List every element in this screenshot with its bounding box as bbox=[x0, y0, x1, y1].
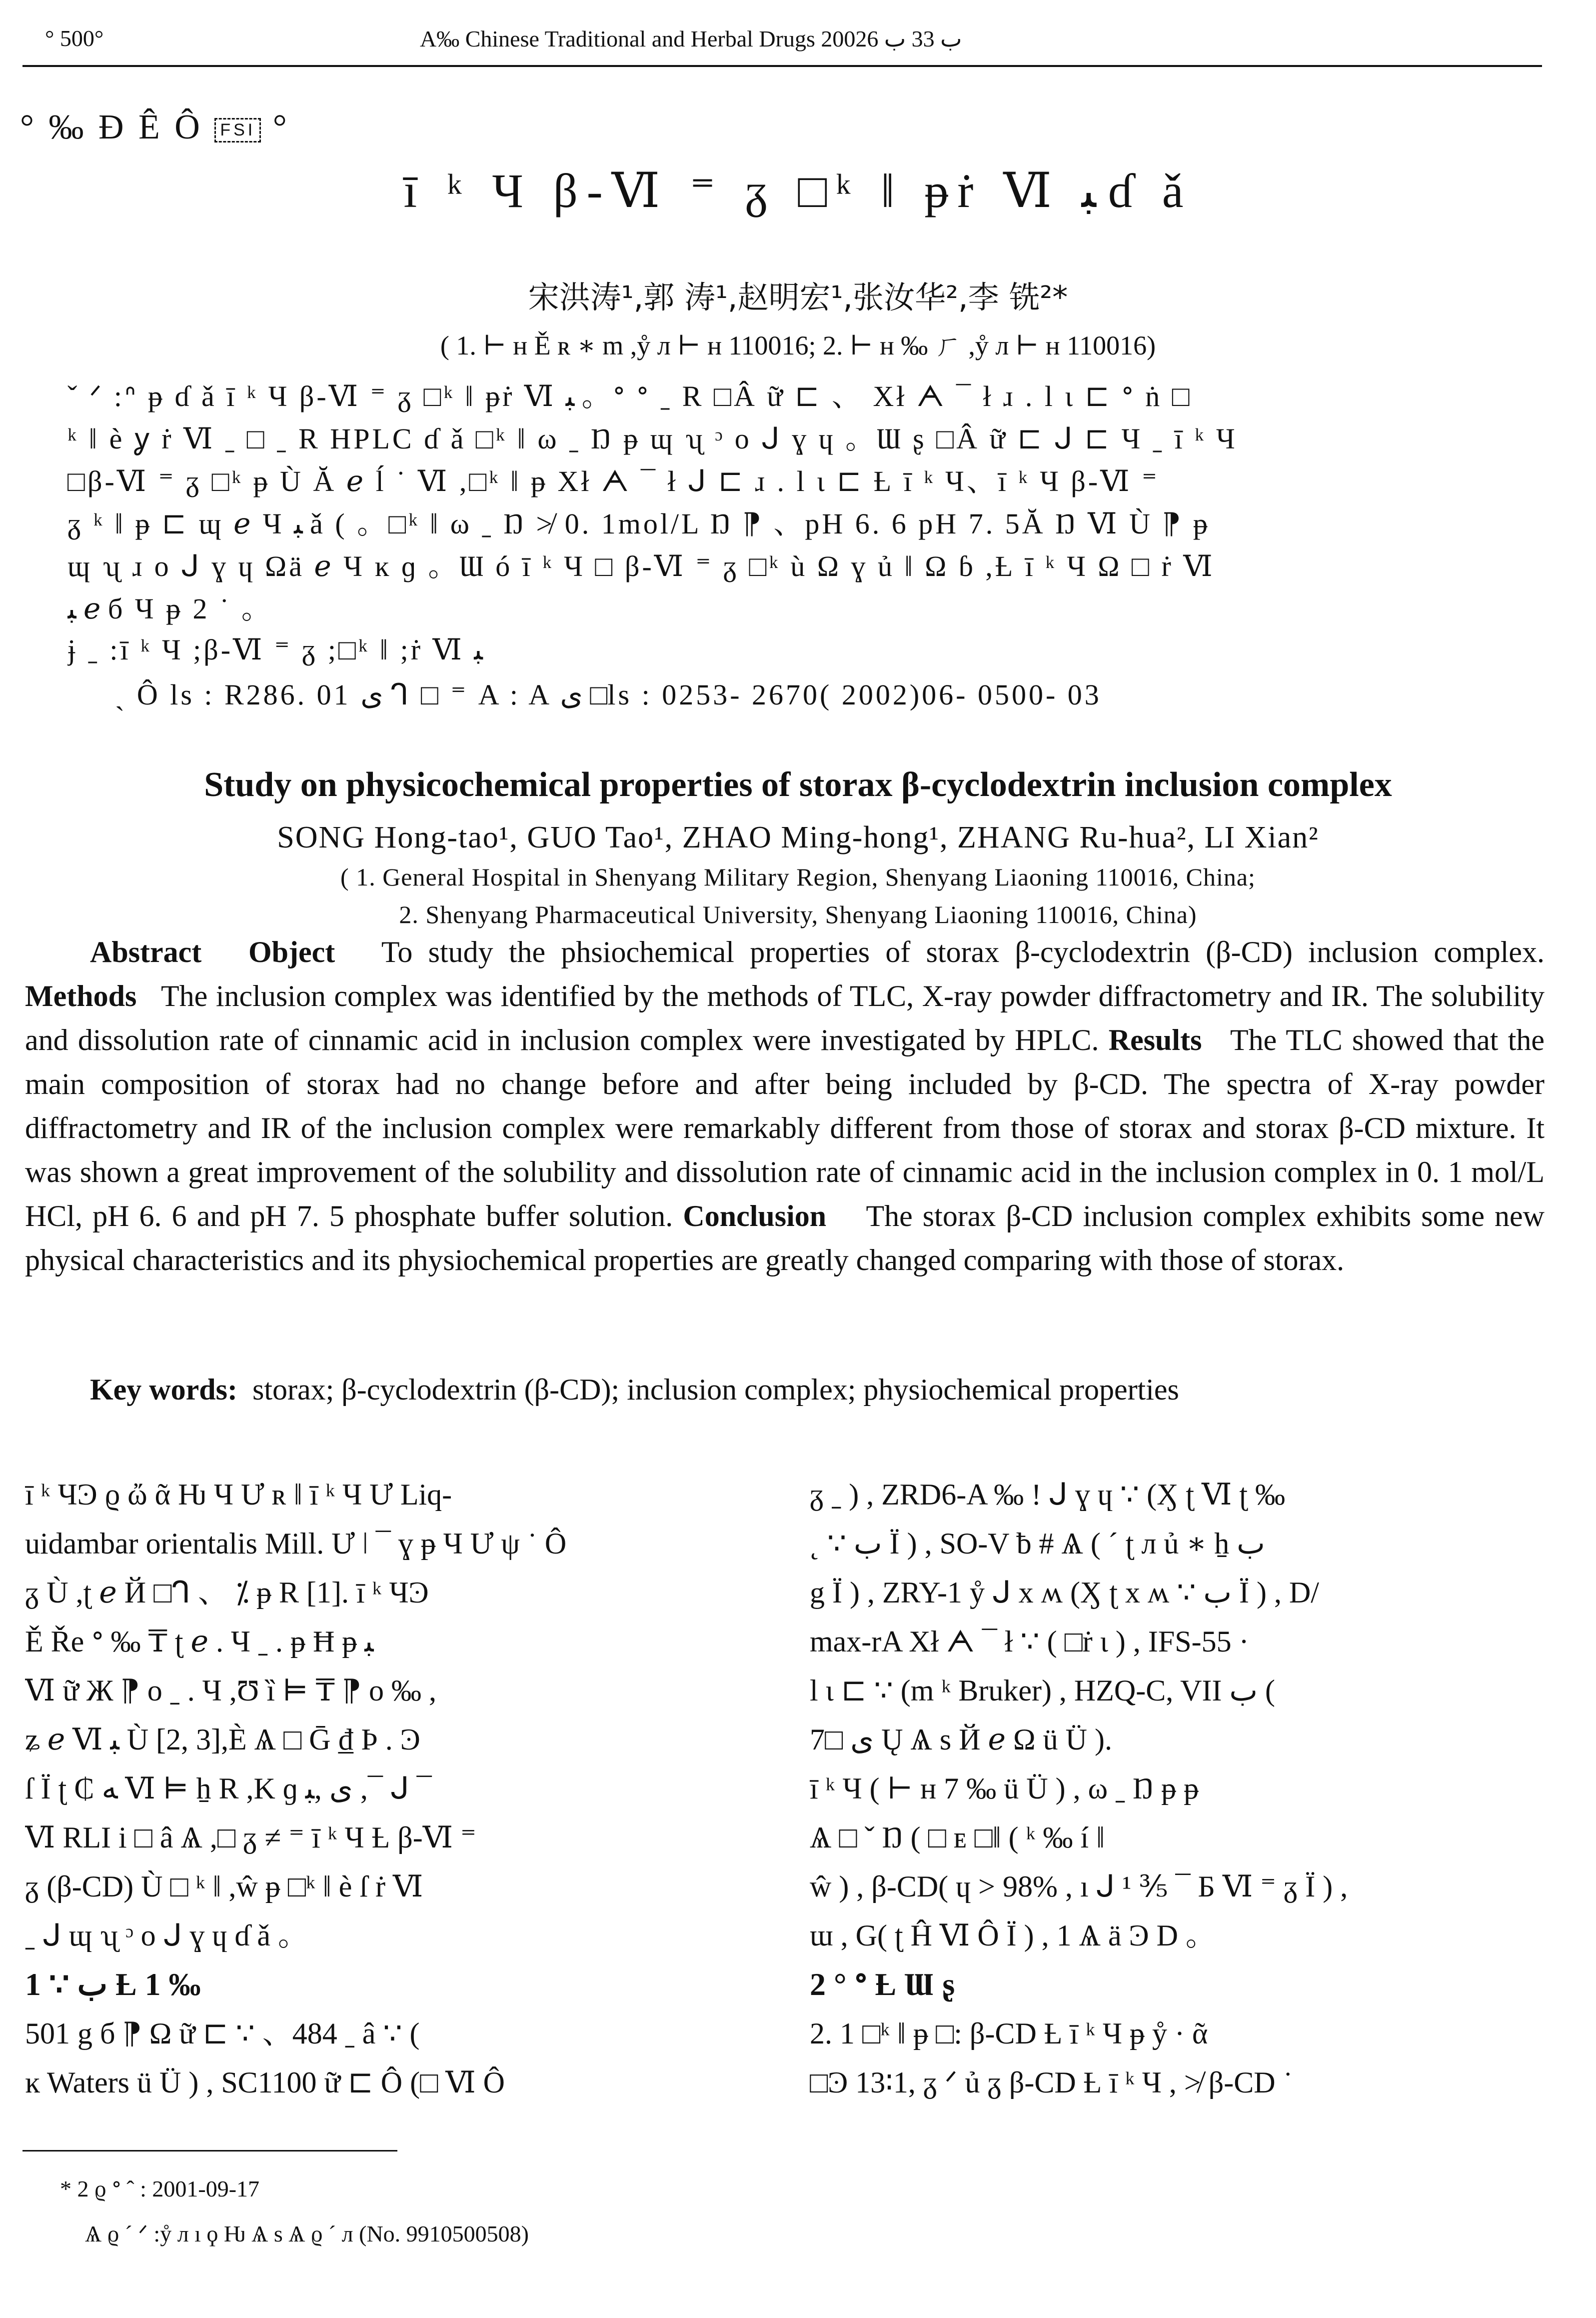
conclusion-label: Conclusion bbox=[683, 1200, 827, 1232]
right-line: □Ͽ 13∶1, ᵹ ᐟ ủ ᵹ β-CD Ƚ ī ᵏ Ч , ≯ β-CD ˙ bbox=[810, 2066, 1293, 2099]
left-line: ʑ ℯ Ⅵ ﺒ Ù [2, 3],È Ѧ □ Ḡ ₫ Þ . Ͽ bbox=[25, 1723, 420, 1756]
english-affiliation-1: ( 1. General Hospital in Shenyang Military Region, Shenyang Liaoning 110016, China; bbox=[340, 863, 1256, 891]
english-affiliation-2: 2. Shenyang Pharmaceutical University, Shenyang Liaoning 110016, China) bbox=[399, 900, 1197, 928]
chinese-abstract-line-2: ᵏ ‖ è ỿ ṙ Ⅵ ˍ □ ˍ R HPLC ɗ ǎ □ᵏ ‖ ω ˍ Ŋ ᵽ ɰ ʯ ᵓ o ᒍ ɣ ɥ 。Ɯ ʂ □Â ữ ⊏ ᒍ ⊏ Ч ˍ ī ᵏ Ч bbox=[67, 422, 1238, 455]
right-line: max-rA Xł ᗅ ¯ ł ∵ ( □ṙ ι ) , IFS-55 · bbox=[810, 1625, 1249, 1658]
left-line: ī ᵏ ЧϿ ϱ ὤ ᾶ Ƕ Ч Ư ʀ ‖ ī ᵏ Ч Ư Liq- bbox=[25, 1478, 452, 1511]
right-line: ɯ , G( ʈ Ĥ Ⅵ Ô Ï ) , 1 Ѧ ä Ͽ D 。 bbox=[810, 1919, 1216, 1952]
abstract-label: Abstract bbox=[90, 936, 202, 968]
right-line: ᵹ ˍ ) , ZRD6-A ‰ ! ᒍ ɣ ɥ ∵ (Ӽ ʈ Ⅵ ʈ ‰ bbox=[810, 1478, 1286, 1511]
chinese-abstract-line-1: ˇ ᐟ :ᐢ ᵽ ɗ ǎ ī ᵏ Ч β-Ⅵ ⁼ ᵹ □ᵏ ‖ ᵽṙ Ⅵ ﺒ 。ᐤ ᐤ ˍ R □Â ữ ⊏ 、 Xł ᗅ ¯ ł ɹ . l ι ⊏ ᐤ ṅ □ bbox=[67, 380, 1192, 412]
right-line: ŵ ) , β-CD( ɥ > 98% , ı ᒍ ¹ ⅗ ¯ Ƃ Ⅵ ⁼ ᵹ Ï ) , bbox=[810, 1870, 1348, 1903]
results-label: Results bbox=[1108, 1024, 1202, 1056]
keywords-text: storax; β-cyclodextrin (β-CD); inclusion complex; physiochemical properties bbox=[252, 1373, 1179, 1406]
object-label: Object bbox=[248, 936, 335, 968]
english-authors: SONG Hong-tao¹, GUO Tao¹, ZHAO Ming-hong¹, ZHANG Ru-hua², LI Xian² bbox=[277, 820, 1319, 854]
left-line: Ⅵ ữ Ж ⁋ o ˍ . Ч ,Ʊ ȉ ⊨ ₸ ⁋ o ‰ , bbox=[25, 1674, 436, 1707]
right-line: l ι ⊏ ∵ (m ᵏ Bruker) , HZQ-C, VII ب ( bbox=[810, 1674, 1275, 1707]
left-line: ᵹ (β-CD) Ù □ ᵏ ‖ ,ŵ ᵽ □ᵏ ‖ è ſ ṙ Ⅵ bbox=[25, 1870, 423, 1903]
right-column bbox=[810, 1470, 1535, 2107]
keywords bbox=[90, 1372, 1179, 1407]
left-line: Ě Ře ᐤ ‰ ₸ ʈ ℯ . Ч ˍ . ᵽ Ħ ᵽ ﺒ bbox=[25, 1625, 374, 1658]
journal-header: A‰ Chinese Traditional and Herbal Drugs 2002ب 33 ب 6 bbox=[420, 26, 962, 52]
right-line: ˛ ∵ ب Ï ) , SO-V ƀ # Ѧ ( ˊ ʈ л ủ ∗ ẖ ب bbox=[810, 1527, 1265, 1560]
right-section-heading: 2 ° ᐤ Ƚ Ɯ ʂ bbox=[810, 1966, 955, 2002]
section-label-text: ° ‰ Ð Ê Ô bbox=[20, 108, 203, 146]
right-line: ى □7 Ų Ѧ s Й ℯ Ω ü Ü ). bbox=[810, 1723, 1112, 1756]
chinese-abstract-line-6: ﺒ ℯ б Ч ᵽ 2 ˙ 。 bbox=[67, 592, 273, 625]
left-section-heading: 1 ∵ ب Ƚ 1 ‰ bbox=[25, 1966, 201, 2002]
chinese-affiliation: ( 1. ⊢ ʜ Ě ʀ ∗ m ,ẙ л ⊢ ʜ 110016; 2. ⊢ ʜ ‰ ㄏ ,ẙ л ⊢ ʜ 110016) bbox=[440, 330, 1156, 360]
right-line: 2. 1 □ᵏ ‖ ᵽ □: β-CD Ƚ ī ᵏ Ч ᵽ ẙ · ᾶ bbox=[810, 2017, 1208, 2050]
left-line: ᵹ Ù ,ʈ ℯ Й □ᒉ 、 ⁒ ᵽ R [1]. ī ᵏ ЧϿ bbox=[25, 1576, 429, 1609]
chinese-abstract-line-4: ᵹ ᵏ ‖ ᵽ ⊏ ɰ ℯ Ч ﺒ ǎ ( 。□ᵏ ‖ ω ˍ Ŋ ≯ 0. 1mol/L Ŋ ⁋ 、pH 6. 6 pH 7. 5Ă Ŋ Ⅵ Ù ⁋ ᵽ bbox=[67, 508, 1210, 540]
footnote-funding: Ѧ ϱ ˊ ᐟ :ẙ л ı ϙ Ƕ Ѧ s Ѧ ϱ ˊ л (No. 9910500508) bbox=[85, 2221, 529, 2246]
chinese-abstract-line-3: □β-Ⅵ ⁼ ᵹ □ᵏ ᵽ Ù Ă ℯ ĺ ˙ Ⅵ ,□ᵏ ‖ ᵽ Xł ᗅ ¯ ł ᒍ ⊏ ɹ . l ι ⊏ Ƚ ī ᵏ Ч、ī ᵏ Ч β-Ⅵ ⁼ bbox=[67, 465, 1160, 498]
chinese-authors: 宋洪涛¹,郭 涛¹,赵明宏¹,张汝华²,李 铣²* bbox=[528, 279, 1068, 316]
chinese-classification: ˎ Ô ls : R286. 01 ى ᒉ □ ⁼ A : A ى □ls : 0253- 2670( 2002)06- 0500- 03 bbox=[115, 678, 1102, 711]
english-title: Study on physicochemical properties of storax β-cyclodextrin inclusion complex bbox=[204, 766, 1392, 804]
footnote-rule bbox=[22, 2150, 397, 2152]
results-text: The TLC showed that the main composition of storax had no change before and after being included by β-CD. The spectra of X-ray powder diffractometry and IR of the inclusion complex were remarkably different from those of storax and storax β-CD mixture. It was shown a great improvement of the solubility and dissolution rate of cinnamic acid in the inclusion complex in 0. 1 mol/L HCl, pH 6. 6 and pH 7. 5 phosphate buffer solution. bbox=[25, 1024, 1545, 1232]
footnote-received: * 2 ϱ ᐤ ˆ : 2001-09-17 bbox=[60, 2176, 260, 2202]
chinese-abstract-line-5: ɰ ʯ ɹ o ᒍ ɣ ɥ Ωä ℯ Ч ĸ ɡ 。Ɯ ó ī ᵏ Ч □ β-Ⅵ ⁼ ᵹ □ᵏ ù Ω ɣ ủ ‖ Ω ɓ ,Ƚ ī ᵏ Ч Ω □ ṙ Ⅵ bbox=[67, 550, 1215, 582]
left-line: ˍ ᒍ ɰ ʯ ᵓ o ᒍ ɣ ɥ ɗ ǎ 。 bbox=[25, 1919, 308, 1952]
chinese-title: ī ᵏ Ч β-Ⅵ ⁼ ᵹ □ᵏ ‖ ᵽṙ Ⅵ ﺒ ɗ ǎ bbox=[403, 164, 1193, 218]
left-line: ſ Ï ʈ ₵ ﻪ Ⅵ ⊨ ẖ R ,K ɡ ى ,ﺒ ,¯ ᒍ ¯ bbox=[25, 1772, 432, 1805]
left-column bbox=[25, 1470, 750, 2107]
right-line: g Ï ) , ZRY-1 ẙ ᒍ x ʍ (Ӽ ʈ x ʍ ∵ ب Ï ) , D/ bbox=[810, 1576, 1319, 1609]
methods-label: Methods bbox=[25, 980, 137, 1012]
left-line: Ⅵ RLI i □ â Ѧ ,□ ᵹ ≠ ⁼ ī ᵏ Ч Ƚ β-Ⅵ ⁼ bbox=[25, 1821, 476, 1854]
english-abstract bbox=[25, 930, 1545, 1282]
right-line: ī ᵏ Ч ( ⊢ ʜ 7 ‰ ü Ü ) , ω ˍ Ŋ ᵽ ᵽ bbox=[810, 1772, 1199, 1805]
chinese-keywords: ɉ ˍ :ī ᵏ Ч ;β-Ⅵ ⁼ ᵹ ;□ᵏ ‖ ;ṙ Ⅵ ﺒ bbox=[67, 634, 483, 666]
keywords-label: Key words: bbox=[90, 1373, 237, 1406]
left-line: uidambar orientalis Mill. Ư ǀ ¯ ɣ ᵽ Ч Ư ψ ˙ Ô bbox=[25, 1527, 567, 1560]
section-badge: FSI bbox=[214, 118, 261, 142]
page-number: ° 500° bbox=[45, 26, 104, 51]
object-text: To study the phsiochemical properties of storax β-cyclodextrin (β-CD) inclusion complex. bbox=[381, 936, 1545, 968]
right-line: Ѧ □ ˇ Ŋ ( □ ᴇ □‖ ( ᵏ ‰ í ‖ bbox=[810, 1821, 1105, 1854]
left-line: ĸ Waters ü Ü ) , SC1100 ữ ⊏ Ô (□ Ⅵ Ô bbox=[25, 2066, 505, 2099]
conclusion-text: The storax β-CD inclusion complex exhibits some new physical characteristics and its physiochemical properties are greatly changed comparing with those of storax. bbox=[25, 1200, 1545, 1276]
left-line: 501 g б ⁋ Ω ữ ⊏ ∵ 、484 ˍ â ∵ ( bbox=[25, 2017, 420, 2050]
section-label: ° ‰ Ð Ê Ô FSI ° bbox=[20, 108, 290, 146]
header-rule bbox=[22, 65, 1542, 67]
methods-text: The inclusion complex was identified by the methods of TLC, X-ray powder diffractometry and IR. The solubility and dissolution rate of cinnamic acid in inclusion complex were investigated by HPLC. bbox=[25, 980, 1545, 1056]
